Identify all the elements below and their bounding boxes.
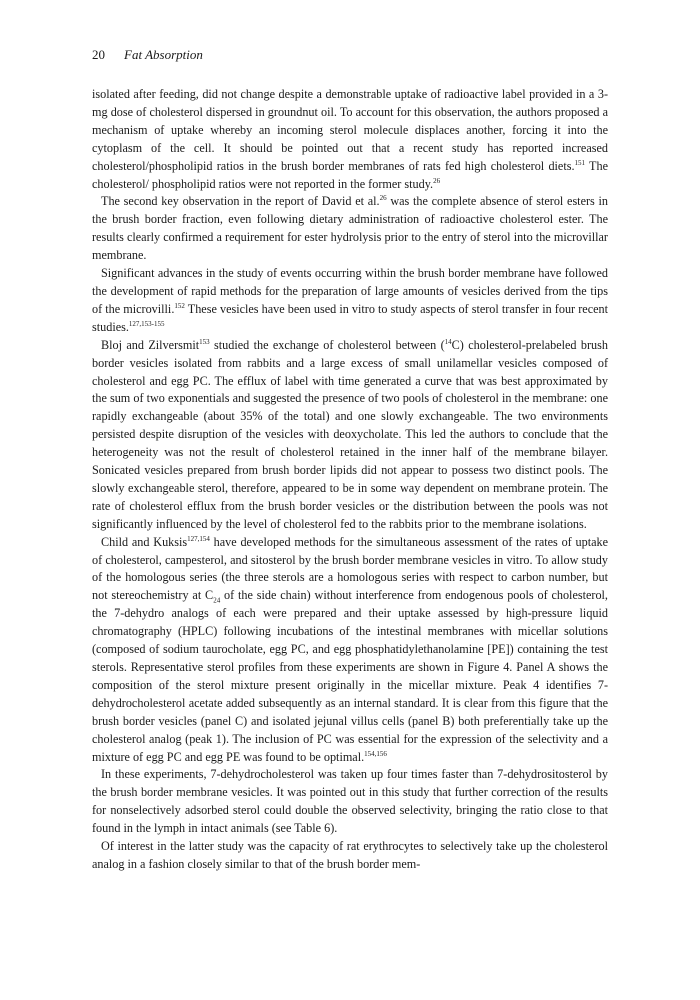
paragraph-3: Significant advances in the study of events occurring within the brush border membrane have followed the development of rapid methods for the preparation of large amounts of vesicles derived from the tips of the microvilli.$^{152}$ These vesicles have been used in vitro to study aspects of sterol transfer in four recent studies.$^{127,153-155}$ [92, 266, 608, 334]
paragraph-1: isolated after feeding, did not change despite a demonstrable uptake of radioactive label provided in a 3-mg dose of cholesterol dispersed in groundnut oil. To account for this observation, the authors proposed a mechanism of uptake whereby an incoming sterol molecule displaces another, forcing it into the cytoplasm of the cell. It should be pointed out that a recent study has reported increased cholesterol/phospholipid ratios in the brush border membranes of rats fed high cholesterol diets.$^{151}$ The cholesterol/ phospholipid ratios were not reported in the former study.$^{26}$ [92, 87, 608, 191]
paragraph-5: Child and Kuksis$^{127,154}$ have developed methods for the simultaneous assessment of the rates of uptake of cholesterol, campesterol, and sitosterol by the brush border membrane vesicles in vitro. To allow study of the homologous series (the three sterols are a homologous series with respect to carbon number, but not stereochemistry at $C_{24}$ of the side chain) without interference from endogenous pools of cholesterol, the 7-dehydro analogs of each were prepared and their uptake assessed by high-pressure liquid chromatography (HPLC) following incubations of the intestinal membranes with micellar solutions (composed of sodium taurocholate, egg PC, and egg phosphatidylethanolamine [PE]) containing the test sterols. Representative sterol profiles from these experiments are shown in Figure 4. Panel A shows the composition of the sterol mixture present originally in the micellar mixture. Peak 4 identifies 7-dehydrocholesterol acetate added subsequently as an internal standard. It is clear from this figure that the brush border vesicles (panel C) and isolated jejunal villus cells (panel B) both preferentially take up the cholesterol analog (peak 1). The inclusion of PC was essential for the expression of the selectivity and a mixture of egg PC and egg PE was found to be optimal.$^{154,156}$ [92, 534, 608, 764]
paragraph-7: Of interest in the latter study was the capacity of rat erythrocytes to selectively take up the cholesterol analog in a fashion closely similar to that of the brush border mem- [92, 839, 608, 871]
body-text [92, 86, 608, 874]
running-header [92, 46, 608, 64]
page-content [92, 46, 608, 874]
running-title: Fat Absorption [124, 47, 203, 62]
paragraph-4: Bloj and Zilversmit$^{153}$ studied the exchange of cholesterol between ($^{14}$C) cholesterol-prelabeled brush border vesicles isolated from rabbits and a large excess of small unilamellar vesicles composed of cholesterol and egg PC. The efflux of label with time generated a curve that was best approximated by the sum of two exponentials and suggested the presence of two pools of cholesterol in the membrane: one rapidly exchangeable (about 35% of the total) and one slowly exchangeable. The two environments persisted despite disruption of the vesicles with deoxycholate. This led the authors to conclude that the heterogeneity was not the result of cholesterol retained in the inner half of the membrane bilayer. Sonicated vesicles prepared from brush border lipids did not appear to possess two distinct pools. The slowly exchangeable sterol, therefore, appeared to be in some way dependent on membrane protein. The rate of cholesterol efflux from the brush border vesicles or the distribution between the pools was not significantly influenced by the level of cholesterol fed to the rabbits prior to the membrane isolations. [92, 337, 608, 531]
paragraph-6: In these experiments, 7-dehydrocholesterol was taken up four times faster than 7-dehydrositosterol by the brush border membrane vesicles. It was pointed out in this study that further correction of the results for nonselectively adsorbed sterol could double the observed selectivity, bringing the ratio close to that found in the lymph in intact animals (see Table 6). [92, 767, 608, 836]
paragraph-2: The second key observation in the report of David et al.$^{26}$ was the complete absence of sterol esters in the brush border fraction, even following dietary administration of radioactive cholesterol ester. The results clearly confirmed a requirement for ester hydrolysis prior to the entry of sterol into the microvillar membrane. [92, 194, 608, 263]
page-number: 20 [92, 47, 105, 62]
